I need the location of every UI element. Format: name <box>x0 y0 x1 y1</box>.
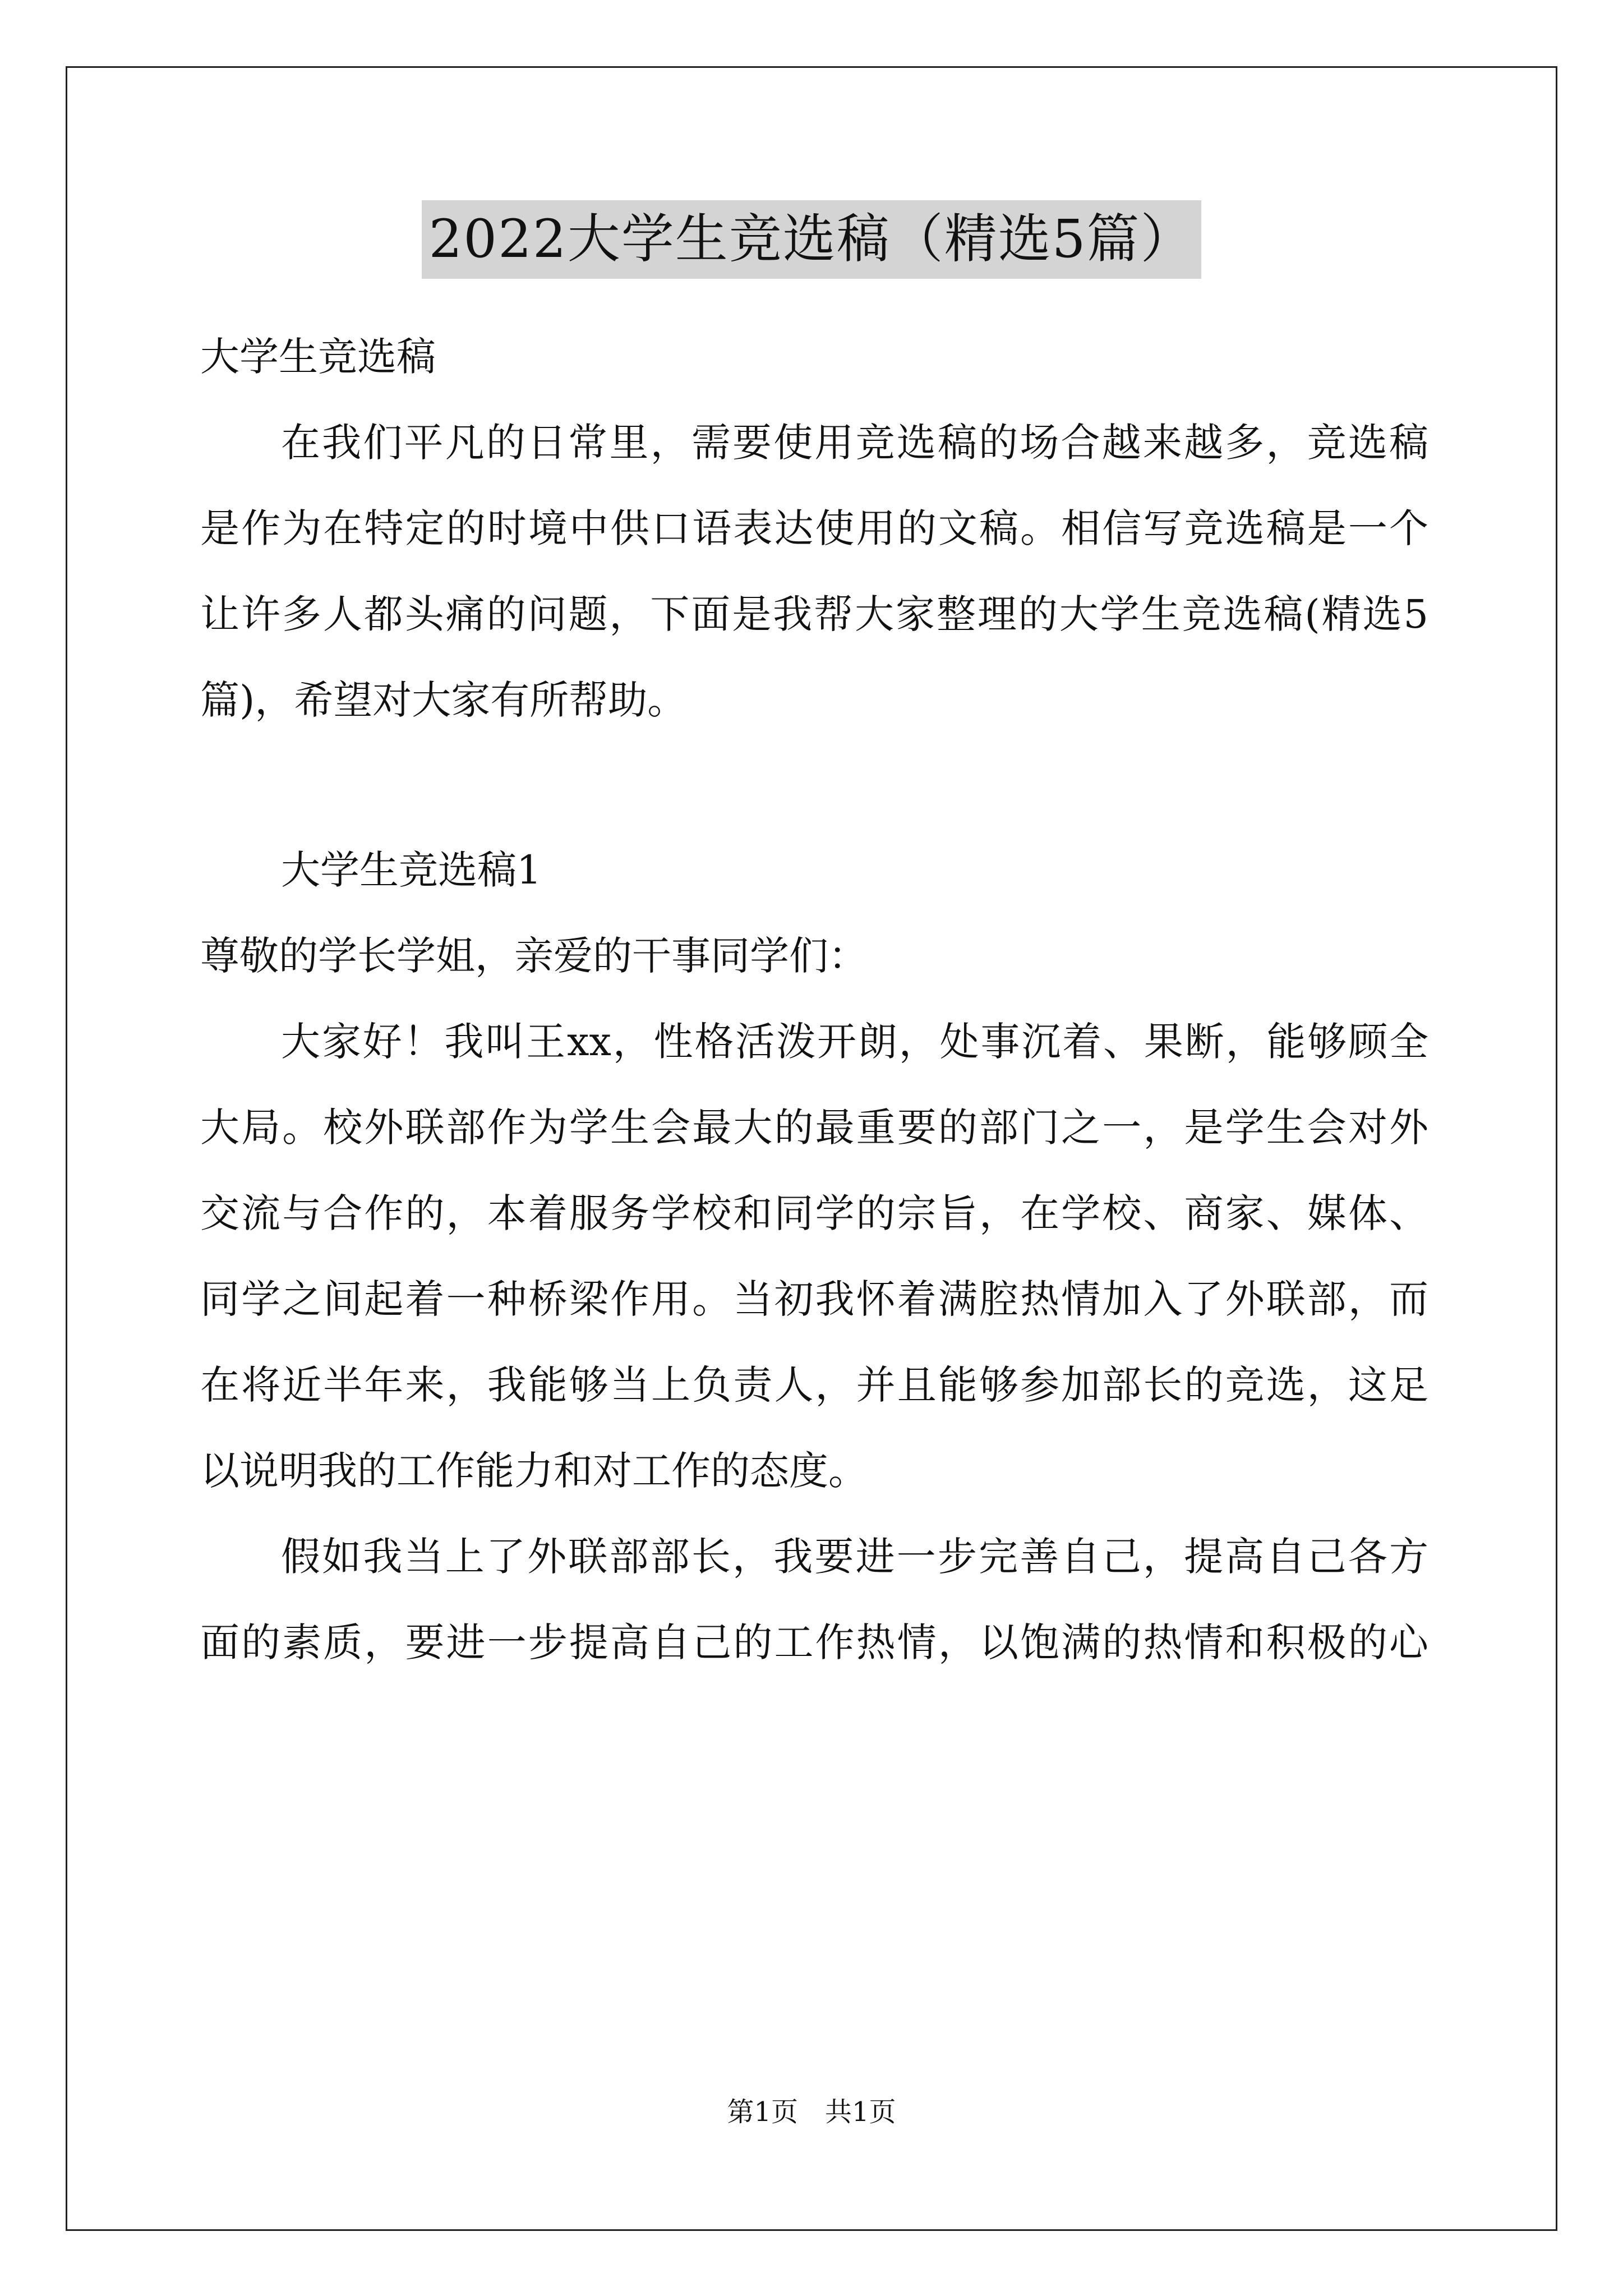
paragraph-line: 大家好！我叫王xx，性格活泼开朗，处事沉着、果断，能够顾全 <box>281 1019 1428 1065</box>
intro-paragraph <box>200 400 1428 743</box>
page-number: 第1页 共1页 <box>727 2096 896 2128</box>
title-container <box>0 200 1623 279</box>
paragraph-line: 在将近半年来，我能够当上负责人，并且能够参加部长的竞选，这足 <box>200 1362 1428 1408</box>
section-title: 大学生竞选稿1 <box>281 847 542 893</box>
paragraph-line: 同学之间起着一种桥梁作用。当初我怀着满腔热情加入了外联部，而 <box>200 1276 1428 1322</box>
paragraph-line: 假如我当上了外联部部长，我要进一步完善自己，提高自己各方 <box>281 1534 1428 1580</box>
paragraph-line: 以说明我的工作能力和对工作的态度。 <box>200 1448 868 1494</box>
paragraph-line: 交流与合作的，本着服务学校和同学的宗旨，在学校、商家、媒体、 <box>200 1190 1428 1236</box>
document-heading: 大学生竞选稿 <box>200 334 436 380</box>
spacer <box>200 743 1428 827</box>
body-paragraph-1 <box>200 999 1428 1514</box>
intro-line: 篇)，希望对大家有所帮助。 <box>200 677 687 723</box>
paragraph-line: 面的素质，要进一步提高自己的工作热情，以饱满的热情和积极的心 <box>200 1619 1428 1665</box>
intro-line: 在我们平凡的日常里，需要使用竞选稿的场合越来越多，竞选稿 <box>281 420 1428 466</box>
document-title: 2022大学生竞选稿（精选5篇） <box>422 200 1201 279</box>
intro-line: 是作为在特定的时境中供口语表达使用的文稿。相信写竞选稿是一个 <box>200 505 1428 551</box>
salutation: 尊敬的学长学姐，亲爱的干事同学们： <box>200 933 868 979</box>
intro-line: 让许多人都头痛的问题，下面是我帮大家整理的大学生竞选稿(精选5 <box>200 591 1429 637</box>
document-body <box>200 314 1428 1686</box>
paragraph-line: 大局。校外联部作为学生会最大的最重要的部门之一，是学生会对外 <box>200 1105 1428 1151</box>
body-paragraph-2 <box>200 1514 1428 1686</box>
